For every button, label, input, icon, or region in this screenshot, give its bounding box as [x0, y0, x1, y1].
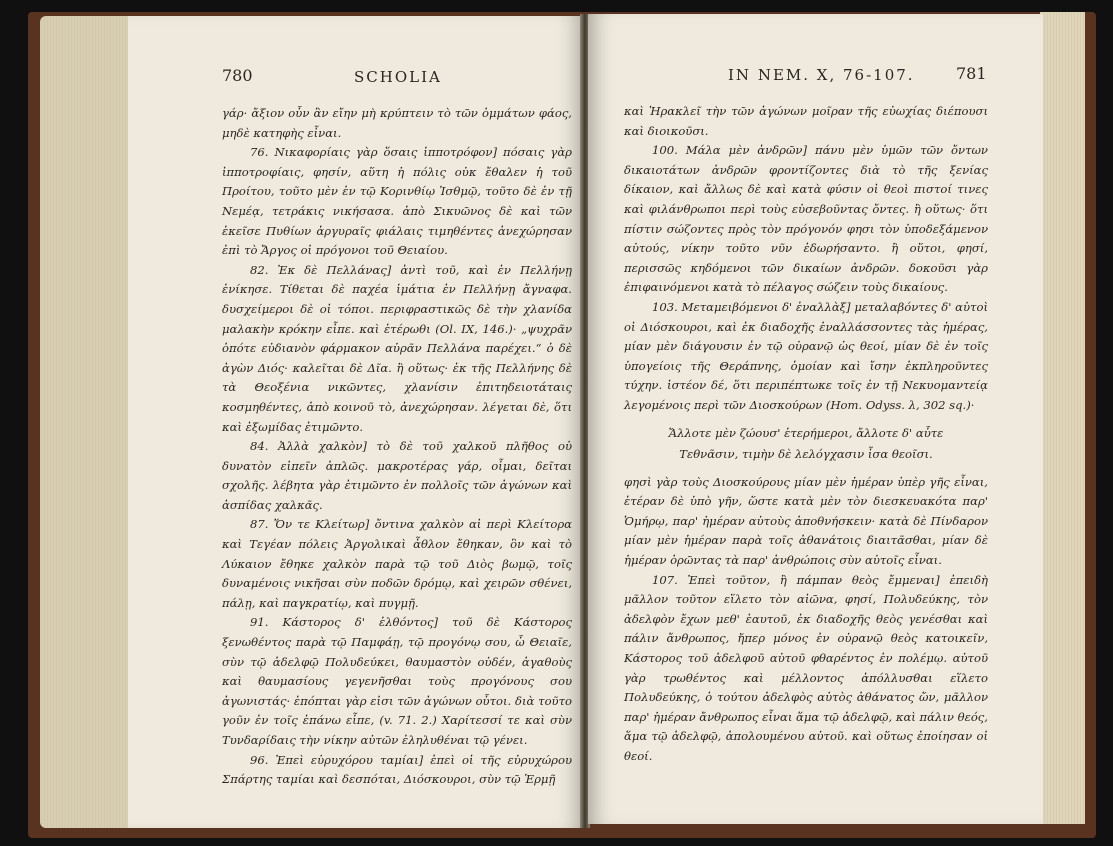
homer-quote-line: Τεθνᾶσιν, τιμὴν δὲ λελόγχασιν ἶσα θεοῖσι.	[679, 447, 933, 462]
paragraph: 107. Ἐπεὶ τοῦτον, ἢ πάμπαν θεὸς ἔμμεναι] ἐπειδὴ μᾶλλον τοῦτον εἵλετο τὸν αἰῶνα, φησί, Πολυδεύκης, τὸν ἀδελφὸν ἔχων μεθ' ἑαυτοῦ, ἐκ διαδοχῆς θεὸς γενέσθαι καὶ πάλιν ἄνθρωπος, ἤπερ μόνος ἐν οὐρανῷ θεὸς κατοικεῖν, Κάστορος τοῦ ἀδελφοῦ αὐτοῦ φθαρέντος ἐν πολέμῳ. αὐτοῦ γὰρ τρωθέντος καὶ μέλλοντος ἀπόλλυσθαι εἵλετο Πολυδεύκης, ὁ τούτου ἀδελφὸς αὐτὸς ἀθάνατος ὤν, μᾶλλον παρ' ἡμέραν ἄνθρωπος εἶναι ἅμα τῷ ἀδελφῷ, καὶ πάλιν θεός, ἅμα τῷ ἀδελφῷ, ἀπολουμένου αὐτοῦ. καὶ οὕτως ἐποίησαν οἱ θεοί.	[624, 572, 988, 763]
paragraph: 87. Ὅν τε Κλείτωρ] ὄντινα χαλκὸν αἱ περὶ Κλείτορα καὶ Τεγέαν πόλεις Ἀργολικαὶ ἆθλον ἔθηκαν, ὃν καὶ τὸ Λύκαιον ἔθηκε χαλκὸν παρὰ τῷ τοῦ Διὸς βωμῷ, τοῖς δυναμένοις νικῆσαι σὺν ποδῶν δρόμῳ, καὶ χειρῶν σθένει, πάλῃ, καὶ παγκρατίῳ, καὶ πυγμῇ.	[222, 517, 572, 610]
paragraph: φησὶ γὰρ τοὺς Διοσκούρους μίαν μὲν ἡμέραν ὑπὲρ γῆς εἶναι, ἑτέραν δὲ ὑπὸ γῆν, ὥστε κατὰ μὲν τὸν διεσκευακότα παρ' Ὁμήρῳ, παρ' ἡμέραν αὐτοὺς ἀποθνήσκειν· κατὰ δὲ Πίνδαρον μίαν μὲν ἡμέραν παρὰ τοῖς ἀθανάτοις διαιτᾶσθαι, μίαν δὲ ἡμέραν ὁρῶντας τὰ παρ' ἀνθρώποις σὺν αὐτοῖς εἶναι.	[624, 474, 988, 568]
page-edges-left	[40, 16, 130, 828]
paragraph: 82. Ἐκ δὲ Πελλάνας] ἀντὶ τοῦ, καὶ ἐν Πελλήνῃ ἐνίκησε. Τίθεται δὲ παχέα ἱμάτια ἐν Πελλήνῃ ἄγναφα. δυσχείμεροι δὲ οἱ τόποι. περιφραστικῶς δὲ τὴν χλανίδα μαλακὴν κρόκην εἶπε. καὶ ἑτέρωθι (Ol. IX, 146.)· „ψυχρᾶν ὁπότε εὐδιανὸν φάρμακον αὐρᾶν Πελλάνα παρέχει.“ ὁ δὲ ἀγὼν Διός· καλεῖται δὲ Δῖα. ἢ οὕτως· ἐκ τῆς Πελλήνης δὲ τὰ Θεοξένια νικῶντες, χλανίσιν ἐπιτηδειοτάταις κοσμηθέντες, ἀπὸ κοινοῦ τὸ, ἀνεχώρησαν. λέγεται δὲ, ὅτι καὶ ἐξωμίδας ἐτιμῶντο.	[222, 262, 572, 434]
paragraph: 96. Ἐπεὶ εὐρυχόρου ταμίαι] ἐπεὶ οἱ τῆς εὐρυχώρου Σπάρτης ταμίαι καὶ δεσπόται, Διόσκουροι, σὺν τῷ Ἑρμῇ	[222, 752, 572, 787]
left-page-text	[222, 104, 572, 790]
paragraph: 100. Μάλα μὲν ἀνδρῶν] πάνυ μὲν ὑμῶν τῶν ὄντων δικαιοτάτων ἀνδρῶν φροντίζοντες διὰ τὸ τῆς ξενίας δίκαιον, καὶ ἄλλως δὲ καὶ κατὰ φύσιν οἱ θεοὶ πιστοί τινες καὶ φιλάνθρωποι περὶ τοὺς εὐσεβοῦντας ὄντες. ἢ οὕτως· ὅτι πίστιν σώζοντες πρὸς τὸν πρόγονόν φησι τὸν ὑποδεξάμενον αὐτούς, νίκην τοῦτο νῦν ἐδωρήσαντο. ἢ οὕτοι, φησί, περισσῶς κηδόμενοι τῶν δικαίων ἀνδρῶν. δοκοῦσι γὰρ ἐπιφαινόμενοι κατὰ τὸ πέλαγος σώζειν τοὺς δικαίους.	[624, 143, 988, 295]
homer-quote-line: Ἄλλοτε μὲν ζώουσ' ἑτερήμεροι, ἄλλοτε δ' αὖτε	[668, 425, 944, 440]
left-running-head: SCHOLIA	[354, 68, 442, 86]
page-edges-right	[1040, 12, 1085, 824]
paragraph: καὶ Ἡρακλεῖ τὴν τῶν ἀγώνων μοῖραν τῆς εὐωχίας διέπουσι καὶ διοικοῦσι.	[624, 104, 988, 138]
left-page	[128, 16, 583, 828]
paragraph: γάρ· ἄξιον οὖν ἂν εἴην μὴ κρύπτειν τὸ τῶν ὀμμάτων φάος, μηδὲ κατηφὴς εἶναι.	[222, 106, 572, 140]
right-page-number: 781	[956, 64, 987, 83]
paragraph: 84. Ἀλλὰ χαλκὸν] τὸ δὲ τοῦ χαλκοῦ πλῆθος οὐ δυνατὸν εἰπεῖν ἁπλῶς. μακροτέρας γάρ, οἶμαι, δεῖται σχολῆς. λέβητα γὰρ ἐτιμῶντο ἐν πολλοῖς τῶν ἀγώνων καὶ ἀσπίδας χαλκᾶς.	[222, 439, 572, 512]
paragraph: 76. Νικαφορίαις γὰρ ὅσαις ἱπποτρόφον] πόσαις γὰρ ἱπποτροφίαις, φησίν, αὕτη ἡ πόλις οὐκ ἔθαλεν ἡ τοῦ Προίτου, τοῦτο μὲν ἐν τῷ Κορινθίῳ Ἰσθμῷ, τοῦτο δὲ ἐν τῇ Νεμέᾳ, τετράκις νικήσασα. ἀπὸ Σικυῶνος δὲ καὶ τῶν ἐκεῖσε Πυθίων ἀργυραῖς φιάλαις τιμηθέντες ἀνεχώρησαν ἐπὶ τὸ Ἄργος οἱ πρόγονοι τοῦ Θειαίου.	[222, 145, 572, 258]
paragraph: 91. Κάστορος δ' ἐλθόντος] τοῦ δὲ Κάστορος ξενωθέντος παρὰ τῷ Παμφάῃ, τῷ προγόνῳ σου, ὦ Θειαῖε, σὺν τῷ ἀδελφῷ Πολυδεύκει, θαυμαστὸν οὐδέν, ἀγαθοὺς καὶ θαυμασίους γεγενῆσθαι τοὺς προγόνους σου ἀγωνιστάς· ἐπόπται γὰρ εἰσι τῶν ἀγώνων οὗτοι. διὰ τοῦτο γοῦν ἐν τοῖς ἐπάνω εἶπε, (v. 71. 2.) Χαρίτεσσί τε καὶ σὺν Τυνδαρίδαις τὴν νίκην αὐτῶν ἐληλυθέναι τῷ γένει.	[222, 615, 572, 747]
left-page-number: 780	[222, 66, 253, 85]
right-page	[588, 14, 1043, 824]
paragraph: 103. Μεταμειβόμενοι δ' ἐναλλὰξ] μεταλαβόντες δ' αὐτοὶ οἱ Διόσκουροι, καὶ ἐκ διαδοχῆς ἐναλλάσσοντες τὰς ἡμέρας, μίαν μὲν διάγουσιν ἐν τῷ οὐρανῷ ὡς θεοί, μίαν δὲ ἐν τοῖς ὑπογείοις τῆς Θεράπνης, ὁμοίαν καὶ ἴσην ἐκπληροῦντες τύχην. ἰστέον δέ, ὅτι περιπέπτωκε τοῖς ἐν τῇ Νεκυομαντείᾳ λεγομένοις περὶ τῶν Διοσκούρων (Hom. Odyss. λ, 302 sq.)·	[624, 299, 988, 412]
right-running-head: IN NEM. X, 76-107.	[728, 66, 915, 84]
right-page-text	[624, 102, 988, 767]
